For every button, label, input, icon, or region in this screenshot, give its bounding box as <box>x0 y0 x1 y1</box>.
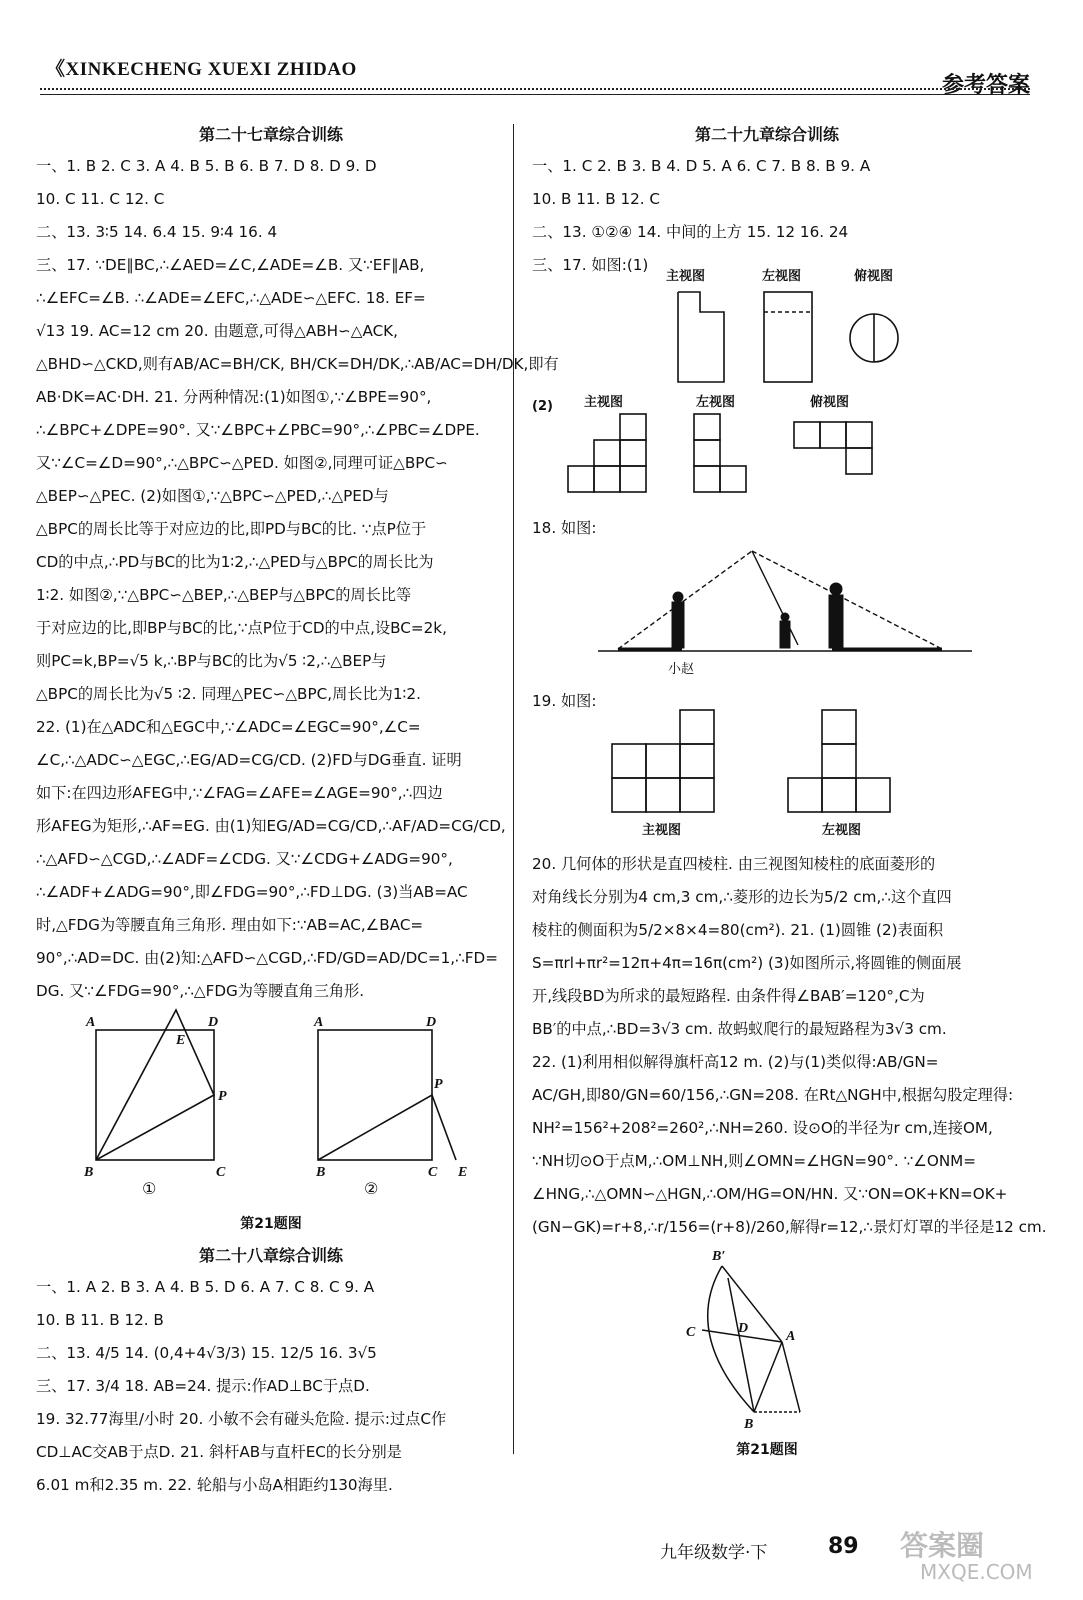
front-view-2 <box>568 414 646 492</box>
fig-label-B: B <box>744 1417 754 1432</box>
sight-line-1 <box>618 551 752 649</box>
q19-label: 19. 如图: <box>532 692 597 710</box>
page-number: 89 <box>828 1534 859 1559</box>
fig-label-A: A <box>786 1329 796 1344</box>
view-label-left-19: 左视图 <box>822 823 862 838</box>
watermark-url: MXQE.COM <box>920 1560 1033 1584</box>
answer-line: CD的中点,∴PD与BC的比为1∶2,∴△PED与△BPC的周长比为 <box>36 553 434 571</box>
front-view-19 <box>612 710 714 812</box>
seg-BA <box>754 1342 782 1412</box>
answer-line: 一、1. B 2. C 3. A 4. B 5. B 6. B 7. D 8. D 9. D <box>36 157 377 175</box>
triangle-2 <box>318 1095 456 1160</box>
figure-18-label: 小赵 <box>668 662 695 677</box>
fig-num-1: ① <box>142 1179 157 1198</box>
view-label-front-19: 主视图 <box>642 823 682 838</box>
answer-line: △BPC的周长比等于对应边的比,即PD与BC的比. ∵点P位于 <box>36 520 427 538</box>
answer-line: 20. 几何体的形状是直四棱柱. 由三视图知棱柱的底面菱形的 <box>532 855 936 873</box>
view-label-front-1: 主视图 <box>666 269 706 284</box>
person-3 <box>829 583 843 648</box>
fig-label-C: C <box>686 1325 696 1340</box>
answers-29-part2 <box>532 848 1047 1244</box>
answer-line: S=πrl+πr²=12π+4π=16π(cm²) (3)如图所示,将圆锥的侧面展 <box>532 954 962 972</box>
answer-line: 又∵∠C=∠D=90°,∴△BPC∽△PED. 如图②,同理可证△BPC∽ <box>36 454 448 472</box>
fig-label-P1: P <box>218 1089 227 1104</box>
answer-line: 6.01 m和2.35 m. 22. 轮船与小岛A相距约130海里. <box>36 1476 393 1494</box>
answer-line: 90°,∴AD=DC. 由(2)知:△AFD∽△CGD,∴FD/GD=AD/DC=1,∴FD= <box>36 949 498 967</box>
answers-28 <box>36 1271 506 1502</box>
three-views-2 <box>532 392 1002 512</box>
answer-line: AB·DK=AC·DH. 21. 分两种情况:(1)如图①,∵∠BPE=90°, <box>36 388 432 406</box>
fig-label-E2: E <box>458 1165 468 1180</box>
header-dotted-rule <box>40 88 1030 90</box>
answer-line: BB′的中点,∴BD=3√3 cm. 故蚂蚁爬行的最短路程为3√3 cm. <box>532 1020 947 1038</box>
answer-line: 开,线段BD为所求的最短路程. 由条件得∠BAB′=120°,C为 <box>532 987 925 1005</box>
fig-label-B2: B <box>316 1165 326 1180</box>
right-column <box>532 120 1047 1467</box>
fig-label-B1: B <box>84 1165 94 1180</box>
answer-line: ∴∠EFC=∠B. ∴∠ADE=∠EFC,∴△ADE∽△EFC. 18. EF= <box>36 289 426 307</box>
seg-BD <box>728 1278 754 1412</box>
answers-27 <box>36 150 559 1008</box>
answer-line: 10. C 11. C 12. C <box>36 190 165 208</box>
section-title-29: 第二十九章综合训练 <box>694 125 839 144</box>
seg-BpA <box>722 1266 782 1342</box>
left-view-1 <box>764 292 812 382</box>
watermark-logo: 答案圈 <box>900 1529 985 1562</box>
view-label-left-2: 左视图 <box>696 395 736 410</box>
answer-line: ∠C,∴△ADC∽△EGC,∴EG/AD=CG/CD. (2)FD与DG垂直. 证明 <box>36 751 462 769</box>
answer-line: △BEP∽△PEC. (2)如图①,∵△BPC∽△PED,∴△PED与 <box>36 487 389 505</box>
answer-line: CD⊥AC交AB于点D. 21. 斜杆AB与直杆EC的长分别是 <box>36 1443 402 1461</box>
answer-line: 22. (1)利用相似解得旗杆高12 m. (2)与(1)类似得:AB/GN= <box>532 1053 939 1071</box>
triangle-1 <box>96 1010 214 1160</box>
figure-19 <box>532 718 1002 848</box>
view-label-front-2: 主视图 <box>584 395 624 410</box>
fig-label-Bprime: B′ <box>712 1249 726 1264</box>
answer-line: ∠HNG,∴△OMN∽△HGN,∴OM/HG=ON/HN. 又∵ON=OK+KN=OK+ <box>532 1185 1008 1203</box>
answer-line: 如下:在四边形AFEG中,∵∠FAG=∠AFE=∠AGE=90°,∴四边 <box>36 784 443 802</box>
answers-29-part1 <box>532 150 1002 282</box>
answer-line: 于对应边的比,即BP与BC的比,∵点P位于CD的中点,设BC=2k, <box>36 619 447 637</box>
square-2 <box>318 1030 432 1160</box>
answer-line: 10. B 11. B 12. B <box>36 1311 164 1329</box>
arc-BB <box>708 1266 754 1412</box>
answer-line: ∵NH切⊙O于点M,∴OM⊥NH,则∠OMN=∠HGN=90°. ∵∠ONM= <box>532 1152 977 1170</box>
answer-line: 三、17. ∵DE∥BC,∴∠AED=∠C,∠ADE=∠B. 又∵EF∥AB, <box>36 256 425 274</box>
answer-line: √13 19. AC=12 cm 20. 由题意,可得△ABH∽△ACK, <box>36 322 398 340</box>
page-footer <box>660 1529 1040 1584</box>
fig-label-C2: C <box>428 1165 438 1180</box>
answer-line: 形AFEG为矩形,∴AF=EG. 由(1)知EG/AD=CG/CD,∴AF/AD=CG/CD, <box>36 817 506 835</box>
answer-line: 三、17. 3/4 18. AB=24. 提示:作AD⊥BC于点D. <box>36 1377 370 1395</box>
figure-caption-21: 第21题图 <box>240 1216 302 1232</box>
answer-line: NH²=156²+208²=260²,∴NH=260. 设⊙O的半径为r cm,连接OM, <box>532 1119 993 1137</box>
answer-line: 棱柱的侧面积为5/2×8×4=80(cm²). 21. (1)圆锥 (2)表面积 <box>532 921 944 939</box>
view-label-left-1: 左视图 <box>762 269 802 284</box>
person-2 <box>780 613 790 648</box>
q18-label: 18. 如图: <box>532 519 597 537</box>
answer-line: △BPC的周长比为√5 ∶2. 同理△PEC∽△BPC,周长比为1∶2. <box>36 685 421 703</box>
seg-A-base <box>782 1342 800 1412</box>
left-view-2 <box>694 414 746 492</box>
answer-line: 一、1. A 2. B 3. A 4. B 5. D 6. A 7. C 8. C 9. A <box>36 1278 375 1296</box>
top-view-2 <box>794 422 872 474</box>
header-rule <box>40 94 1030 95</box>
answer-line: 二、13. 4/5 14. (0,4+4√3/3) 15. 12/5 16. 3√5 <box>36 1344 377 1362</box>
page-header <box>40 46 1040 106</box>
answer-line: (GN−GK)=r+8,∴r/156=(r+8)/260,解得r=12,∴景灯灯罩的半径是12 cm. <box>532 1218 1047 1236</box>
answer-line: 19. 32.77海里/小时 20. 小敏不会有碰头危险. 提示:过点C作 <box>36 1410 447 1428</box>
fig-label-A1: A <box>86 1015 96 1030</box>
answer-line: 对角线长分别为4 cm,3 cm,∴菱形的边长为5/2 cm,∴这个直四 <box>532 888 952 906</box>
answer-line: 二、13. ①②④ 14. 中间的上方 15. 12 16. 24 <box>532 223 849 241</box>
column-divider <box>513 124 514 1454</box>
fig-label-A2: A <box>314 1015 324 1030</box>
answer-line: ∴∠BPC+∠DPE=90°. 又∵∠BPC+∠PBC=90°,∴∠PBC=∠DPE. <box>36 421 480 439</box>
fig-label-D2: D <box>426 1015 437 1030</box>
left-view-19 <box>788 710 890 812</box>
section-title-28: 第二十八章综合训练 <box>198 1246 343 1265</box>
sight-line-3 <box>752 551 798 645</box>
figure-21-right <box>532 1244 1002 1434</box>
figure-caption-21-right: 第21题图 <box>736 1442 798 1458</box>
answer-line: 10. B 11. B 12. C <box>532 190 661 208</box>
part-2-label: (2) <box>532 399 553 414</box>
fig-label-C1: C <box>216 1165 226 1180</box>
view-label-top-2: 俯视图 <box>810 395 850 410</box>
section-title-27: 第二十七章综合训练 <box>198 125 343 144</box>
front-view-1 <box>678 292 724 382</box>
fig-label-D: D <box>738 1321 749 1336</box>
left-column <box>36 120 559 1502</box>
answer-line: 则PC=k,BP=√5 k,∴BP与BC的比为√5 ∶2,∴△BEP与 <box>36 652 387 670</box>
answer-line: △BHD∽△CKD,则有AB/AC=BH/CK, BH/CK=DH/DK,∴AB/AC=DH/DK,即有 <box>36 355 559 373</box>
answer-line: 二、13. 3∶5 14. 6.4 15. 9∶4 16. 4 <box>36 223 278 241</box>
answer-line: 一、1. C 2. B 3. B 4. D 5. A 6. C 7. B 8. B 9. A <box>532 157 871 175</box>
header-title: 参考答案 <box>941 73 1030 98</box>
answer-line: DG. 又∵∠FDG=90°,∴△FDG为等腰直角三角形. <box>36 982 365 1000</box>
answer-line: 1∶2. 如图②,∵△BPC∽△BEP,∴△BEP与△BPC的周长比等 <box>36 586 412 604</box>
answer-line: 时,△FDG为等腰直角三角形. 理由如下:∵AB=AC,∠BAC= <box>36 916 424 934</box>
figure-21-left <box>36 1008 506 1208</box>
answer-line: ∴△AFD∽△CGD,∴∠ADF=∠CDG. 又∵∠CDG+∠ADG=90°, <box>36 850 453 868</box>
view-label-top-1: 俯视图 <box>854 269 894 284</box>
three-views-1 <box>532 269 1002 392</box>
fig-label-E1: E <box>176 1033 186 1048</box>
fig-label-P2: P <box>434 1077 443 1092</box>
fig-num-2: ② <box>364 1179 379 1198</box>
person-1 <box>672 592 684 648</box>
answer-line: 22. (1)在△ADC和△EGC中,∵∠ADC=∠EGC=90°,∠C= <box>36 718 421 736</box>
fig-label-D1: D <box>208 1015 219 1030</box>
brand-text: 《XINKECHENG XUEXI ZHIDAO <box>46 59 357 80</box>
answer-line: 三、17. 如图:(1) <box>532 256 649 274</box>
answer-line: ∴∠ADF+∠ADG=90°,即∠FDG=90°,∴FD⊥DG. (3)当AB=AC <box>36 883 468 901</box>
figure-18 <box>532 545 1002 685</box>
grade-label: 九年级数学·下 <box>660 1543 768 1563</box>
answer-line: AC/GH,即80/GN=60/156,∴GN=208. 在Rt△NGH中,根据勾股定理得: <box>532 1086 1014 1104</box>
